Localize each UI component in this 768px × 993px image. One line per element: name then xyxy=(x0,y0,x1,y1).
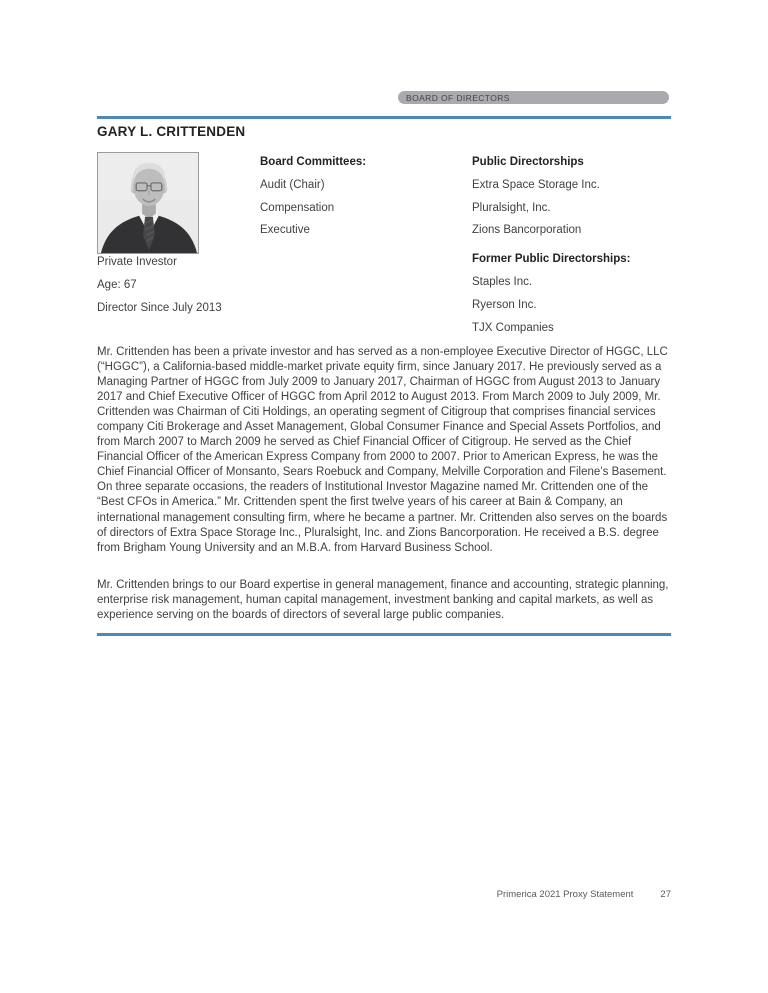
bottom-divider-rule xyxy=(97,633,671,636)
footer-document-title: Primerica 2021 Proxy Statement xyxy=(496,889,634,900)
page-number: 27 xyxy=(660,889,671,900)
public-directorships-heading: Public Directorships xyxy=(472,156,584,168)
former-directorship-item: Staples Inc. xyxy=(472,275,533,288)
directorship-item: Zions Bancorporation xyxy=(472,224,582,237)
director-name-heading: GARY L. CRITTENDEN xyxy=(97,124,246,139)
section-badge-label: BOARD OF DIRECTORS xyxy=(406,92,510,103)
committee-item: Executive xyxy=(260,224,310,237)
page-footer xyxy=(97,889,671,900)
committee-item: Compensation xyxy=(260,201,335,214)
director-tenure: Director Since July 2013 xyxy=(97,302,222,314)
director-title: Private Investor xyxy=(97,256,177,268)
biography-paragraph: Mr. Crittenden has been a private investor and has served as a non-employee Executive Director of HGGC, LLC (“HGGC”), a California-based middle-market private equity firm, since January 2017. He previously served as a Managing Partner of HGGC from July 2009 to January 2017, Chairman of HGGC from August 2013 to January 2017 and Chief Executive Officer of HGGC from April 2012 to August 2013. From March 2009 to July 2009, Mr. Crittenden was Chairman of Citi Holdings, an operating segment of Citigroup that comprises financial services company Citi Brokerage and Asset Management, Global Consumer Finance and Special Assets Portfolios, and from March 2007 to March 2009 he served as Chief Financial Officer of Citigroup. He served as the Chief Financial Officer of the American Express Company from 2000 to 2007. Prior to American Express, he was the Chief Financial Officer of Monsanto, Sears Roebuck and Company, Melville Corporation and Filene’s Basement. On three separate occasions, the readers of Institutional Investor Magazine named Mr. Crittenden one of the “Best CFOs in America.” Mr. Crittenden spent the first twelve years of his career at Bain & Company, an international management consulting firm, where he became a partner. Mr. Crittenden also serves on the boards of directors of Extra Space Storage Inc., Pluralsight, Inc. and Zions Bancorporation. He received a B.S. degree from Brigham Young University and an M.B.A. from Harvard Business School. xyxy=(97,346,668,554)
committee-item: Audit (Chair) xyxy=(260,178,325,191)
directorship-item: Pluralsight, Inc. xyxy=(472,201,551,214)
board-committees-column xyxy=(260,151,366,242)
top-divider-rule xyxy=(97,116,671,119)
former-directorship-item: TJX Companies xyxy=(472,321,554,334)
directorships-column xyxy=(472,151,630,339)
directorship-item: Extra Space Storage Inc. xyxy=(472,178,600,191)
portrait-image xyxy=(98,153,198,253)
former-directorships-heading: Former Public Directorships: xyxy=(472,253,631,266)
director-details xyxy=(97,251,222,320)
board-expertise-paragraph: Mr. Crittenden brings to our Board expertise in general management, finance and accounting, strategic planning, enterprise risk management, human capital management, investment banking and capital markets, as well as experience serving on the boards of directors of several large public companies. xyxy=(97,579,669,622)
director-photo xyxy=(97,152,199,254)
board-committees-heading: Board Committees: xyxy=(260,156,367,168)
section-badge xyxy=(398,91,669,104)
director-age: Age: 67 xyxy=(97,279,137,291)
former-directorship-item: Ryerson Inc. xyxy=(472,298,537,311)
